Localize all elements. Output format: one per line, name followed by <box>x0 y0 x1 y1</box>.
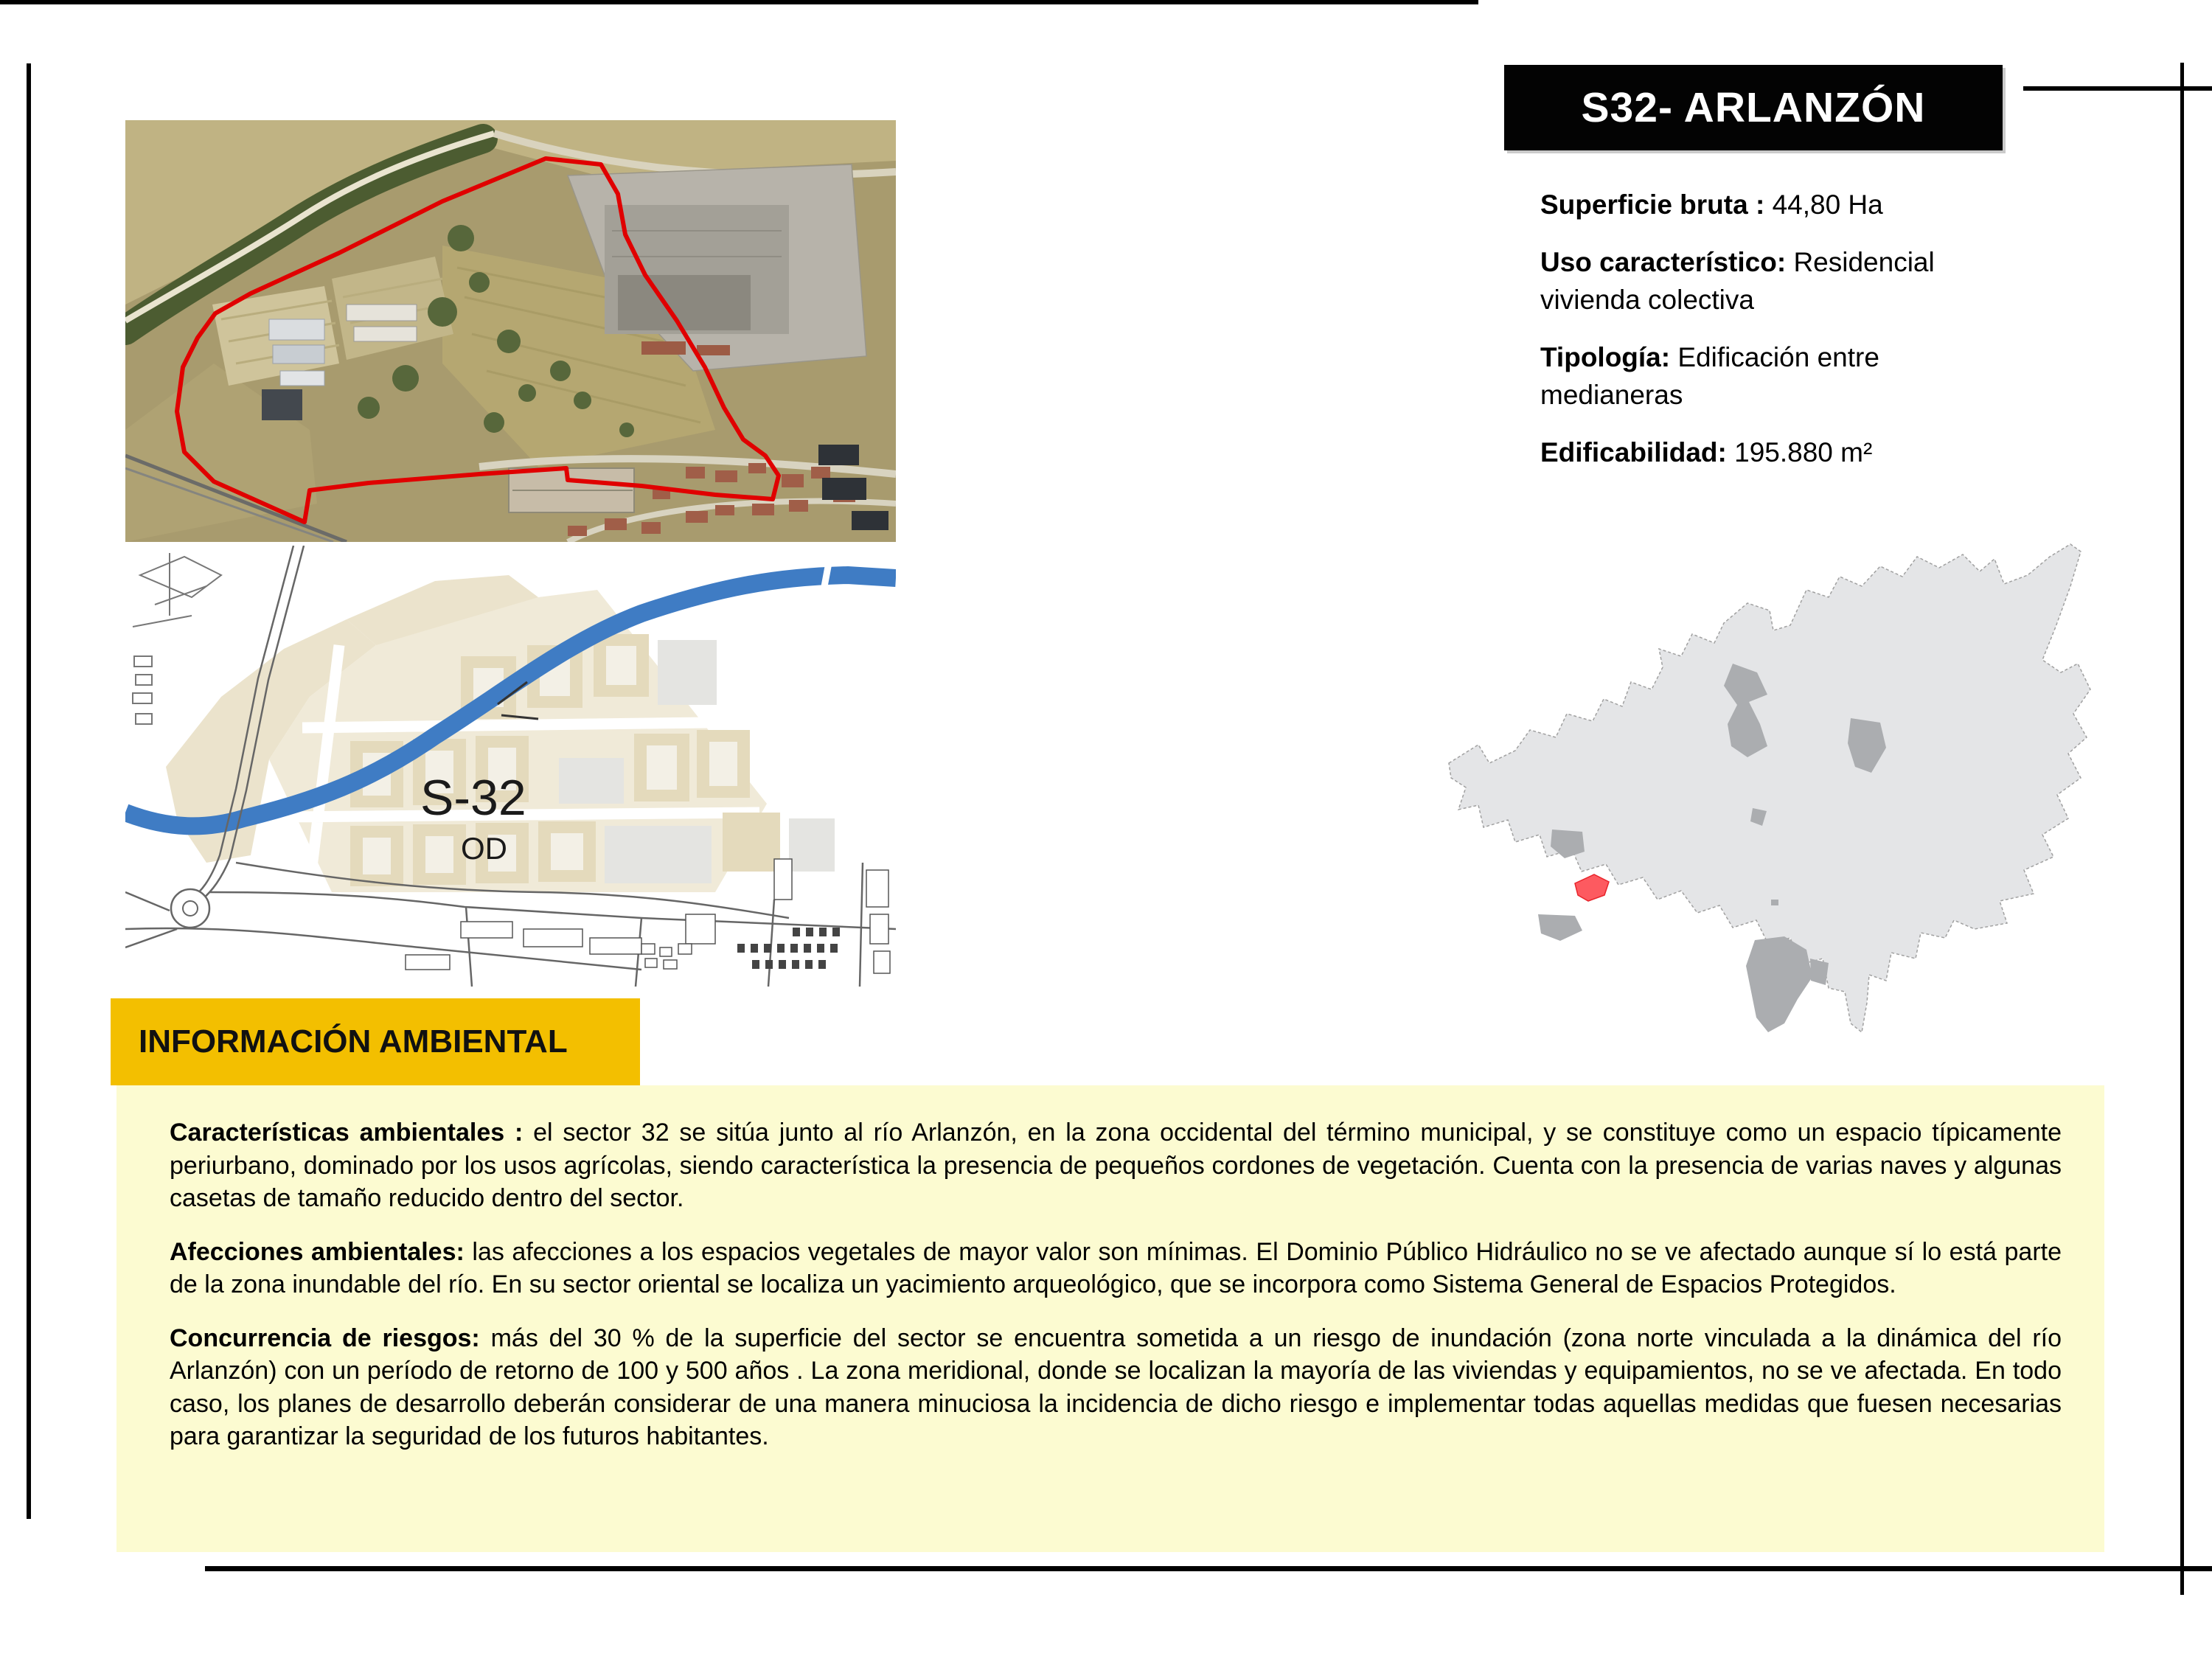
sector-title-bar <box>1504 65 2003 150</box>
bottom-rule <box>205 1566 2212 1571</box>
municipality-map <box>1438 516 2131 1047</box>
left-rule <box>27 63 31 1519</box>
sector-info <box>1540 186 2012 491</box>
sector-title: S32- ARLANZÓN <box>1581 84 1926 131</box>
paragraph-concurrencia: Concurrencia de riesgos: más del 30 % de la superficie del sector se encuentra sometida a un riesgo de inundación (zona norte vinculada a la dinámica del río Arlanzón) con un período de retorno de 100 y 500 años . La zona meridional, donde se localizan la mayoría de las viviendas y equipamientos, no se ve afectada. En todo caso, los planes de desarrollo deberán considerar de una manera minuciosa la incidencia de dicho riesgo e implementar todas aquellas medidas que fuesen necesarias para garantizar la seguridad de los futuros habitantes. <box>170 1324 2062 1451</box>
right-rule <box>2180 63 2184 1595</box>
sector-location-highlight <box>1575 874 1609 901</box>
info-superficie: Superficie bruta : 44,80 Ha <box>1540 189 1883 220</box>
top-left-rule <box>0 0 1478 4</box>
aerial-photo-graphic <box>125 120 896 542</box>
plan-sector-sublabel: OD <box>461 831 507 866</box>
plan-sector-label: S-32 <box>420 770 526 826</box>
section-header-environment <box>111 998 640 1085</box>
info-tipologia: Tipología: Edificación entre medianeras <box>1540 342 1879 411</box>
section-header-label: INFORMACIÓN AMBIENTAL <box>139 1023 568 1060</box>
info-uso: Uso característico: Residencial vivienda colectiva <box>1540 247 1935 316</box>
info-edificabilidad: Edificabilidad: 195.880 m² <box>1540 437 1873 468</box>
paragraph-caracteristicas: Características ambientales : el sector 32 se sitúa junto al río Arlanzón, en la zona occidental del término municipal, y se constituye como un espacio típicamente periurbano, dominado por los usos agrícolas, siendo característica la presencia de pequeños cordones de vegetación. Cuenta con la presencia de varias naves y algunas casetas de tamaño reducido dentro del sector. <box>170 1119 2062 1213</box>
municipality-map-graphic <box>1438 516 2131 1047</box>
plan-map-graphic <box>125 546 896 987</box>
plan-map <box>125 546 896 987</box>
paragraph-afecciones: Afecciones ambientales: las afecciones a los espacios vegetales de mayor valor son mínimas. El Dominio Público Hidráulico no se ve afectado aunque sí lo está parte de la zona inundable del río. En su sector oriental se localiza un yacimiento arqueológico, que se incorpora como Sistema General de Espacios Protegidos. <box>170 1237 2062 1299</box>
environment-text-box <box>116 1085 2104 1552</box>
aerial-photo <box>125 120 896 542</box>
